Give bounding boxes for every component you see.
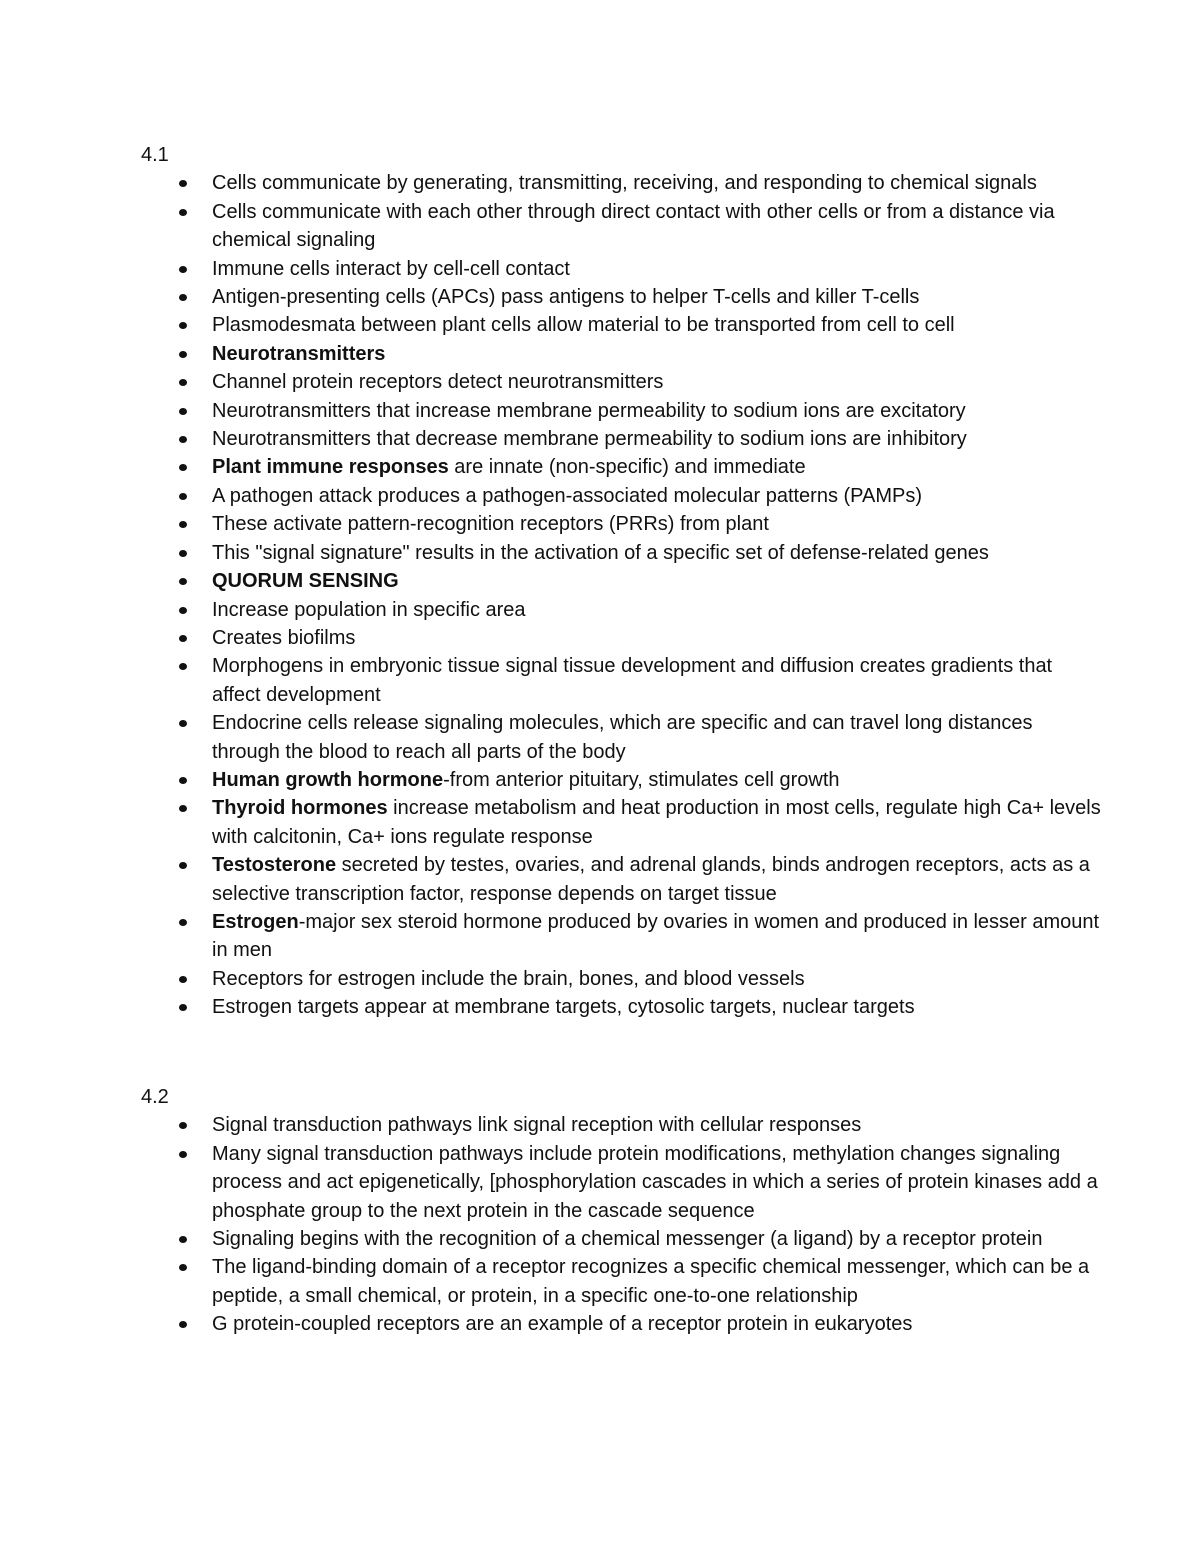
item-text: A pathogen attack produces a pathogen-associated molecular patterns (PAMPs): [212, 484, 923, 507]
item-bold-text: Estrogen: [212, 910, 299, 933]
bullet-icon: [179, 1236, 187, 1243]
item-bold-text: Thyroid hormones: [212, 797, 388, 820]
bullet-icon: [179, 635, 187, 642]
list-item: [141, 709, 1101, 766]
item-text: Many signal transduction pathways include protein modifications, methylation changes signaling process and act epigenetically, [phosphorylation cascades in which a series of protein kinases add a phosphate group to the next protein in the cascade sequence: [212, 1142, 1098, 1222]
item-text: This "signal signature" results in the activation of a specific set of defense-related genes: [212, 541, 989, 564]
item-text: Plasmodesmata between plant cells allow material to be transported from cell to cell: [212, 314, 955, 337]
list-item: [141, 1111, 1101, 1139]
bullet-icon: [179, 1151, 187, 1158]
item-bold-text: Human growth hormone: [212, 768, 444, 791]
list-item: [141, 1310, 1101, 1338]
list-item: [141, 965, 1101, 993]
list-item: [141, 255, 1101, 283]
item-text: -from anterior pituitary, stimulates cell growth: [443, 768, 840, 791]
item-bold-text: QUORUM SENSING: [212, 570, 399, 593]
item-text: Cells communicate by generating, transmitting, receiving, and responding to chemical signals: [212, 172, 1037, 195]
bullet-icon: [179, 521, 187, 528]
item-text: Immune cells interact by cell-cell contact: [212, 257, 570, 280]
bullet-icon: [179, 436, 187, 443]
item-text: -major sex steroid hormone produced by ovaries in women and produced in lesser amount in men: [212, 910, 1100, 962]
bullet-icon: [179, 322, 187, 329]
list-item: [141, 311, 1101, 339]
list-item: [141, 169, 1101, 197]
bullet-icon: [179, 1004, 187, 1011]
item-text: increase metabolism and heat production in most cells, regulate high Ca+ levels with calcitonin, Ca+ ions regulate response: [212, 797, 1101, 848]
bullet-icon: [179, 408, 187, 415]
list-item: [141, 368, 1101, 396]
item-text: Signaling begins with the recognition of a chemical messenger (a ligand) by a receptor protein: [212, 1228, 1043, 1251]
list-item: [141, 425, 1101, 453]
item-text: Receptors for estrogen include the brain, bones, and blood vessels: [212, 967, 805, 990]
item-text: These activate pattern-recognition receptors (PRRs) from plant: [212, 513, 769, 536]
list-item: [141, 510, 1101, 538]
list-item: [141, 908, 1101, 965]
section-heading: 4.2: [141, 1086, 169, 1108]
list-item: [141, 198, 1101, 255]
item-text: Morphogens in embryonic tissue signal tissue development and diffusion creates gradients that affect development: [212, 655, 1053, 706]
bullet-icon: [179, 464, 187, 471]
bullet-icon: [179, 976, 187, 983]
bullet-icon: [179, 720, 187, 727]
list-item: [141, 539, 1101, 567]
list-item: [141, 766, 1101, 794]
section-4-2: [141, 1083, 1101, 1339]
bullet-icon: [179, 493, 187, 500]
list-item: [141, 596, 1101, 624]
bullet-icon: [179, 805, 187, 812]
item-text: Creates biofilms: [212, 626, 356, 649]
list-item: [141, 453, 1101, 481]
bullet-icon: [179, 919, 187, 926]
list-item: [141, 794, 1101, 851]
item-text: Neurotransmitters that increase membrane permeability to sodium ions are excitatory: [212, 399, 966, 422]
section-4-1: [141, 141, 1101, 1022]
bullet-icon: [179, 351, 187, 358]
list-item: [141, 567, 1101, 595]
list-item: [141, 283, 1101, 311]
bullet-icon: [179, 1122, 187, 1129]
list-item: [141, 652, 1101, 709]
list-item: [141, 1253, 1101, 1310]
list-item: [141, 624, 1101, 652]
item-text: Antigen-presenting cells (APCs) pass antigens to helper T-cells and killer T-cells: [212, 286, 920, 309]
bullet-icon: [179, 379, 187, 386]
bullet-icon: [179, 777, 187, 784]
bullet-icon: [179, 862, 187, 869]
item-text: Channel protein receptors detect neurotransmitters: [212, 371, 664, 394]
list-item: [141, 1225, 1101, 1253]
bullet-icon: [179, 180, 187, 187]
bullet-icon: [179, 209, 187, 216]
bullet-icon: [179, 550, 187, 557]
item-text: Cells communicate with each other through direct contact with other cells or from a distance via chemical signaling: [212, 200, 1055, 252]
item-text: Endocrine cells release signaling molecules, which are specific and can travel long distances through the blood to reach all parts of the body: [212, 712, 1033, 763]
section-heading: 4.1: [141, 144, 169, 166]
item-text: Increase population in specific area: [212, 598, 526, 621]
list-item: [141, 1140, 1101, 1225]
bullet-icon: [179, 607, 187, 614]
list-item: [141, 340, 1101, 368]
bullet-icon: [179, 294, 187, 301]
item-text: Estrogen targets appear at membrane targets, cytosolic targets, nuclear targets: [212, 996, 915, 1019]
item-text: are innate (non-specific) and immediate: [448, 456, 806, 479]
item-text: Signal transduction pathways link signal reception with cellular responses: [212, 1114, 862, 1137]
item-bold-text: Neurotransmitters: [212, 342, 386, 365]
list-item: [141, 993, 1101, 1021]
item-bold-text: Plant immune responses: [212, 456, 449, 479]
bullet-icon: [179, 663, 187, 670]
item-text: secreted by testes, ovaries, and adrenal glands, binds androgen receptors, acts as a selective transcription factor, response depends on target tissue: [212, 854, 1090, 905]
bullet-list: [141, 1111, 1101, 1338]
item-text: The ligand-binding domain of a receptor recognizes a specific chemical messenger, which can be a peptide, a small chemical, or protein, in a specific one-to-one relationship: [212, 1256, 1090, 1307]
bullet-icon: [179, 1321, 187, 1328]
item-text: Neurotransmitters that decrease membrane permeability to sodium ions are inhibitory: [212, 428, 967, 451]
bullet-icon: [179, 266, 187, 273]
list-item: [141, 482, 1101, 510]
list-item: [141, 397, 1101, 425]
list-item: [141, 851, 1101, 908]
bullet-list: [141, 169, 1101, 1021]
bullet-icon: [179, 578, 187, 585]
bullet-icon: [179, 1264, 187, 1271]
item-text: G protein-coupled receptors are an example of a receptor protein in eukaryotes: [212, 1313, 913, 1336]
item-bold-text: Testosterone: [212, 854, 337, 877]
